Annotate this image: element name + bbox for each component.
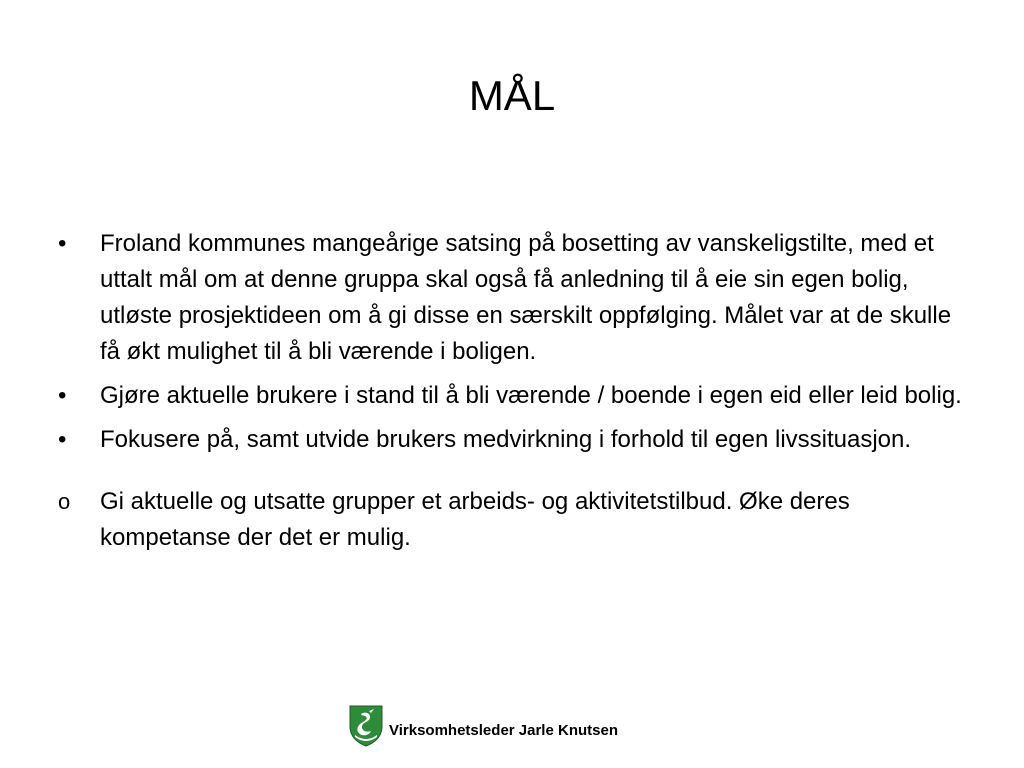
bullet-marker: o <box>58 489 71 514</box>
slide-title: MÅL <box>468 72 556 119</box>
bullet-item <box>58 484 978 556</box>
bullet-marker: • <box>58 230 67 257</box>
bullet-list <box>58 226 978 564</box>
bullet-item <box>58 422 978 458</box>
bullet-marker: • <box>58 426 67 453</box>
municipal-coat-of-arms-icon <box>349 705 383 747</box>
bullet-item <box>58 226 978 370</box>
footer-text: Virksomhetsleder Jarle Knutsen <box>389 721 618 739</box>
footer <box>349 704 618 748</box>
bullet-marker: • <box>58 382 67 409</box>
bullet-text: Froland kommunes mangeårige satsing på bosetting av vanskeligstilte, med et uttalt mål om at denne gruppa skal også få anledning til å eie sin egen bolig, utløste prosjektideen om å gi disse en særskilt oppfølging. Målet var at de skulle få økt mulighet til å bli værende i boligen. <box>100 230 952 365</box>
bullet-text: Fokusere på, samt utvide brukers medvirkning i forhold til egen livssituasjon. <box>100 426 912 453</box>
bullet-text: Gjøre aktuelle brukere i stand til å bli værende / boende i egen eid eller leid bolig. <box>100 382 962 409</box>
bullet-text: Gi aktuelle og utsatte grupper et arbeids- og aktivitetstilbud. Øke deres kompetanse der det er mulig. <box>100 488 850 551</box>
bullet-item <box>58 378 978 414</box>
